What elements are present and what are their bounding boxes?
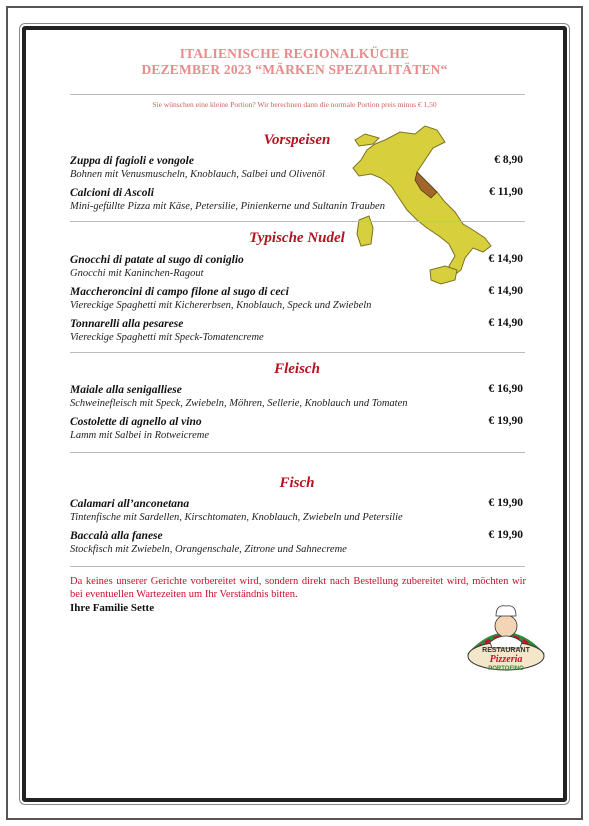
menu-item [70,317,525,344]
section-divider [70,352,525,353]
item-price: € 14,90 [488,253,523,265]
item-price: € 19,90 [488,415,523,427]
section-heading-fisch: Fisch [279,475,315,491]
signature: Ihre Familie Sette [70,602,155,614]
item-price: € 14,90 [488,285,523,297]
item-name: Baccalà alla fanese [70,530,163,542]
item-name: Gnocchi di patate al sugo di coniglio [70,254,244,266]
item-name: Maccheroncini di campo filone al sugo di ceci [70,286,289,298]
menu-item [70,285,525,312]
menu-item [70,497,525,524]
item-price: € 8,90 [494,154,523,166]
section-heading-fleisch: Fleisch [274,361,320,377]
menu-item [70,383,525,410]
menu-title-line2: DEZEMBER 2023 “MÄRKEN SPEZIALITÄTEN“ [141,62,448,77]
item-description: Schweinefleisch mit Speck, Zwiebeln, Möhren, Sellerie, Knoblauch und Tomaten [70,398,408,409]
item-price: € 14,90 [488,317,523,329]
section-heading-typische-nudel: Typische Nudel [249,230,345,246]
portion-note: Sie wünschen eine kleine Portion? Wir berechnen dann die normale Portion preis minus € 1,50 [152,100,437,109]
logo-text-top: RESTAURANT [482,647,530,654]
item-name: Maiale alla senigalliese [70,384,182,396]
menu-item [70,154,525,181]
item-price: € 19,90 [488,497,523,509]
section-divider [70,566,525,567]
chef-logo-icon [460,596,552,688]
item-description: Viereckige Spaghetti mit Kichererbsen, Knoblauch, Speck und Zwiebeln [70,300,372,311]
footer-message: Da keines unserer Gerichte vorbereitet wird, sondern direkt nach Bestellung zubereitet wird, möchten wir bei eventuellen Wartezeiten um Ihr Verständnis bitten. [70,576,526,600]
item-name: Calamari all’anconetana [70,498,190,510]
item-price: € 11,90 [489,186,523,198]
logo-text-mid: Pizzeria [489,654,523,665]
section-divider [70,452,525,453]
item-description: Stockfisch mit Zwiebeln, Orangenschale, Zitrone und Sahnecreme [70,544,347,555]
item-price: € 19,90 [488,529,523,541]
menu-item [70,253,525,280]
menu-item [70,186,525,213]
item-description: Lamm mit Salbei in Rotweicreme [70,430,210,441]
menu-item [70,415,525,442]
item-name: Costolette di agnello al vino [70,416,202,428]
header-divider [70,94,525,95]
menu-title-line1: ITALIENISCHE REGIONALKÜCHE [179,46,410,61]
item-price: € 16,90 [488,383,523,395]
menu-item [70,529,525,556]
item-description: Tintenfische mit Sardellen, Kirschtomaten, Knoblauch, Zwiebeln und Petersilie [70,512,403,523]
section-heading-vorspeisen: Vorspeisen [263,132,331,148]
logo-text-bottom: PORTOFINO [488,666,524,672]
item-description: Bohnen mit Venusmuscheln, Knoblauch, Salbei und Olivenöl [70,169,325,180]
item-description: Viereckige Spaghetti mit Speck-Tomatencreme [70,332,264,343]
item-name: Tonnarelli alla pesarese [70,318,184,330]
item-name: Calcioni di Ascoli [70,187,154,199]
item-description: Mini-gefüllte Pizza mit Käse, Petersilie, Pinienkerne und Sultanin Trauben [70,201,385,212]
item-description: Gnocchi mit Kaninchen-Ragout [70,268,204,279]
item-name: Zuppa di fagioli e vongole [70,155,194,167]
section-divider [70,221,525,222]
